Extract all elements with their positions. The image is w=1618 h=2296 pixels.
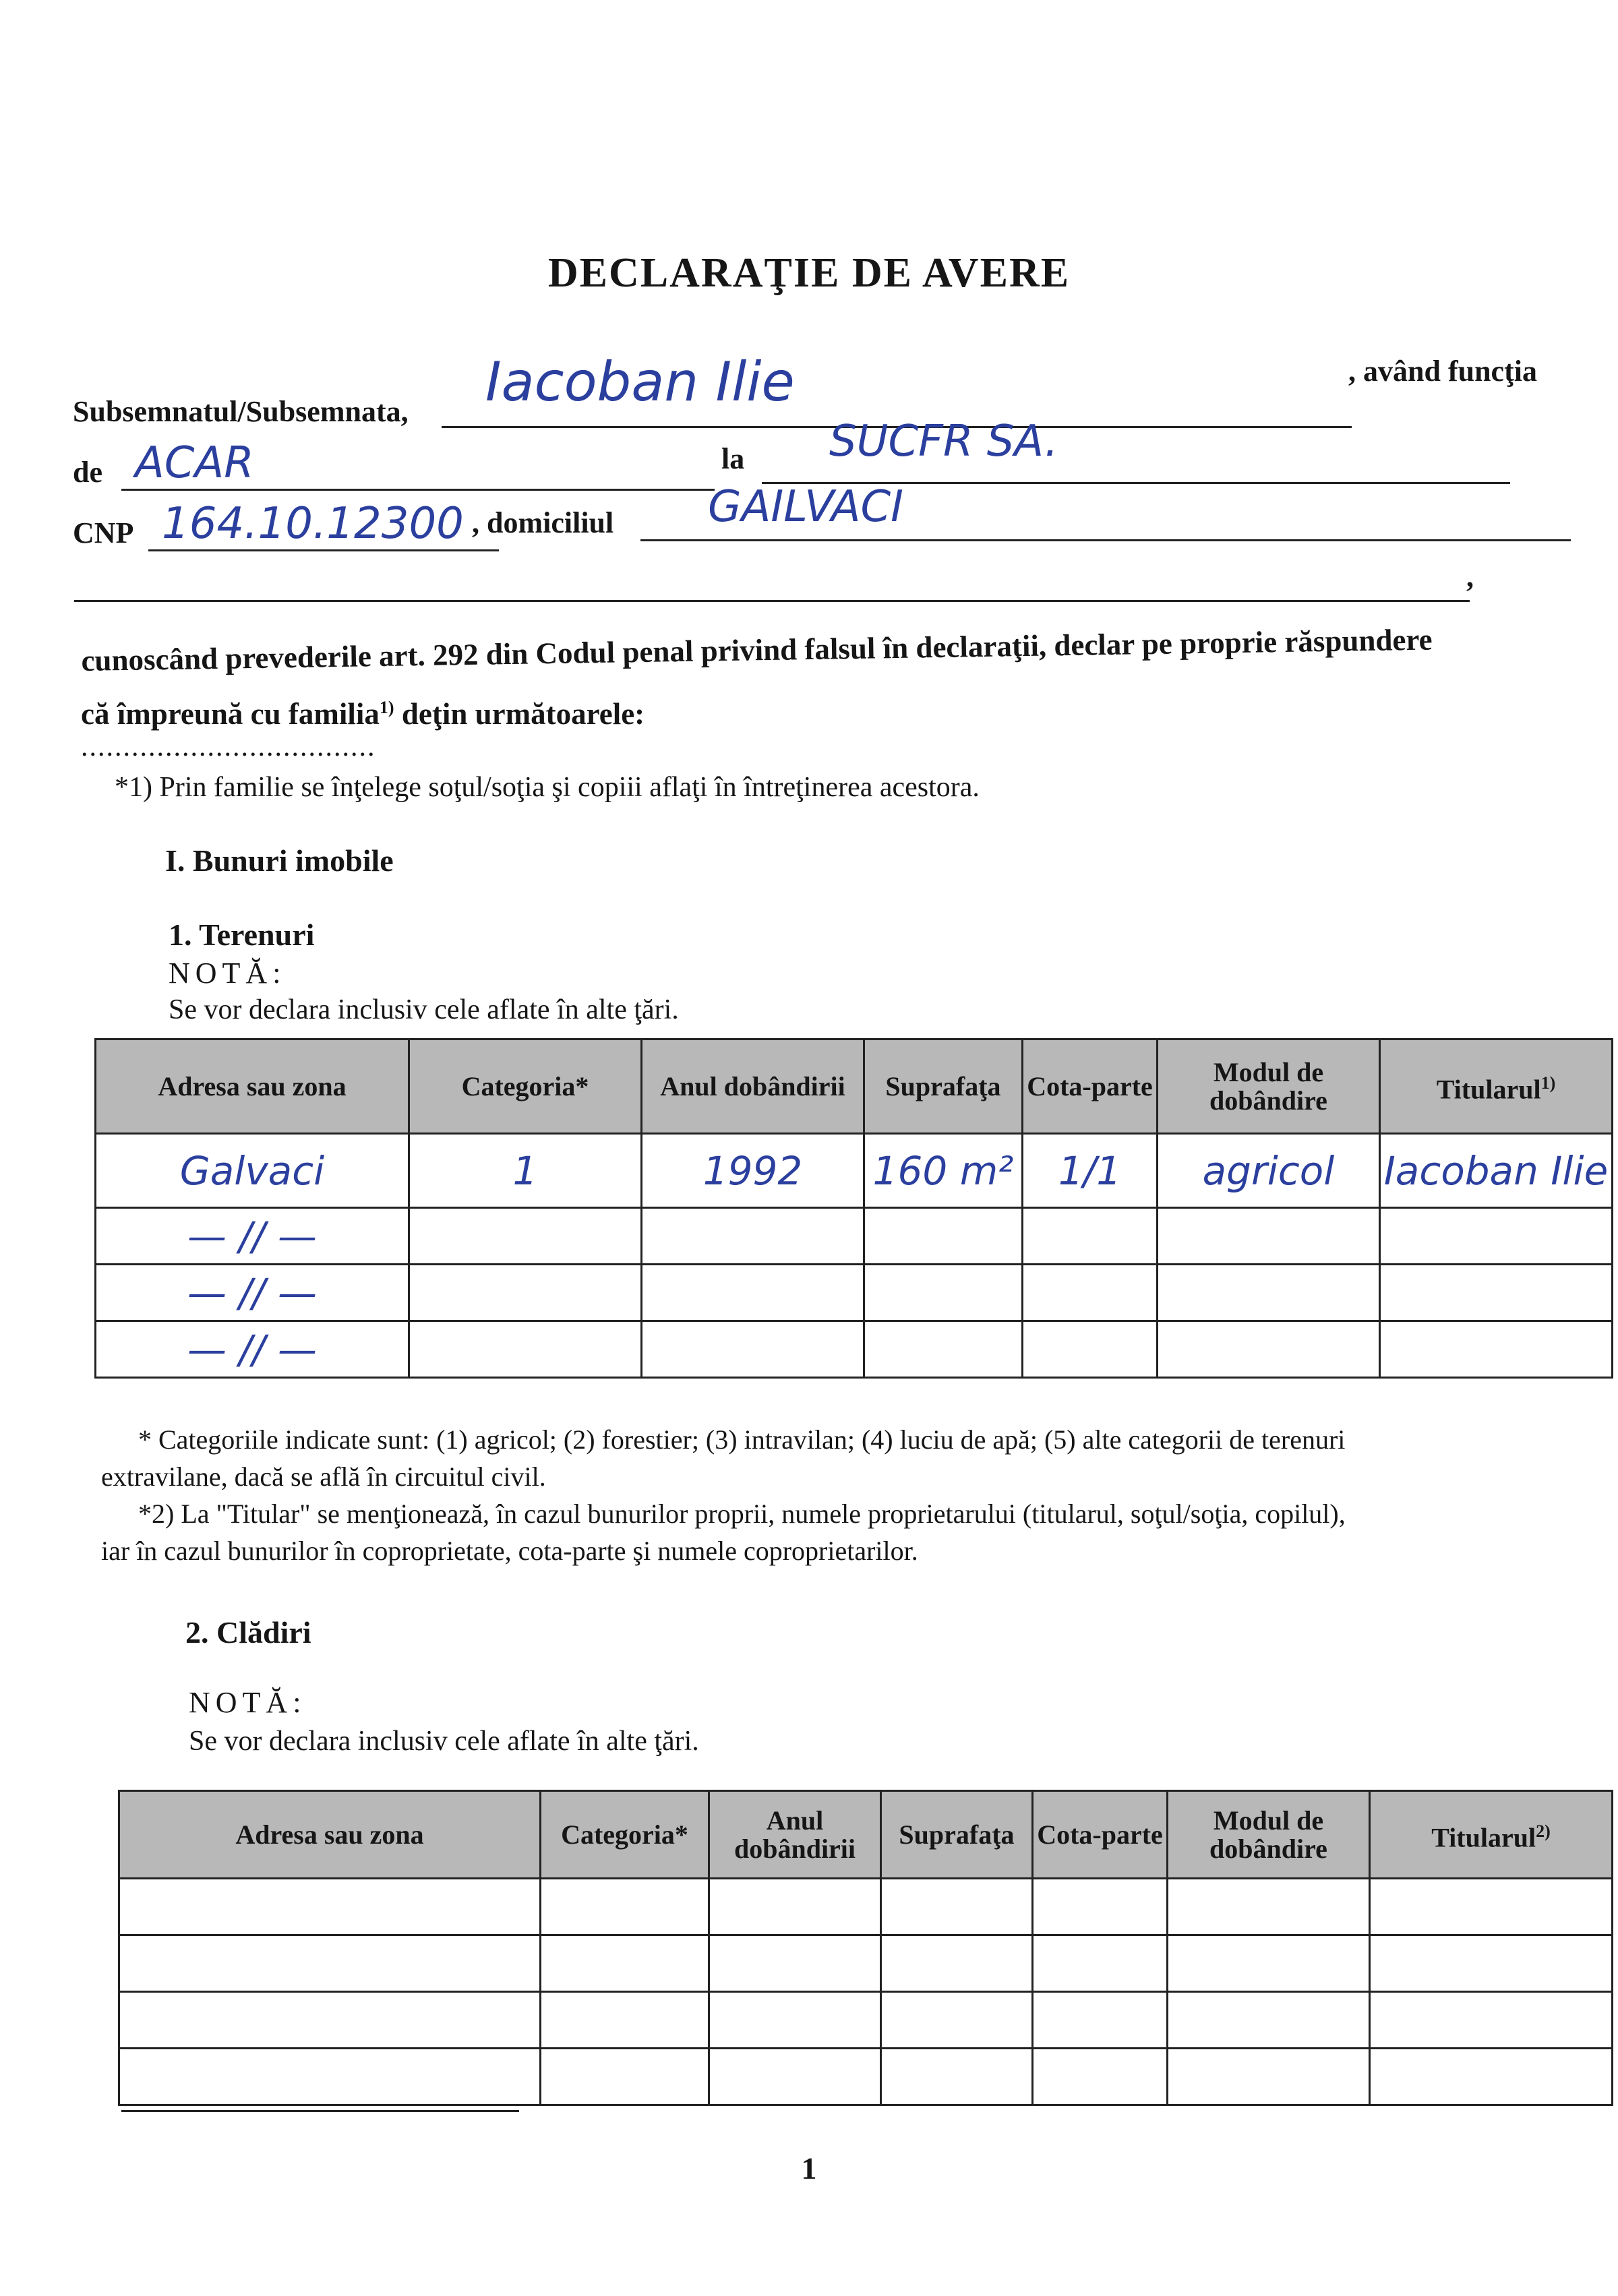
categorii-footnote-cont: extravilane, dacă se află în circuitul civil. [101,1461,546,1492]
domiciliu-line-2 [74,600,1470,602]
cladiri-table [118,1790,1613,2106]
cell[interactable] [709,1992,881,2049]
intro-line-2-sup: 1) [379,698,394,717]
cell[interactable] [1370,2049,1613,2105]
footnote-family: *1) Prin familie se înţelege soţul/soţia şi copiii aflaţi în întreţinerea acestora. [115,772,980,803]
table-row [96,1265,1613,1321]
cell[interactable] [1023,1265,1158,1321]
name-handwritten[interactable]: Iacoban Ilie [485,351,795,413]
cell[interactable]: 1992 [642,1134,864,1208]
cell[interactable] [709,1935,881,1992]
table-row [119,1935,1613,1992]
col-titular-sup: 2) [1536,1821,1551,1841]
domiciliul-label: , domiciliul [472,506,614,539]
cell[interactable] [642,1265,864,1321]
cell[interactable] [1023,1321,1158,1378]
titular-footnote-cont: iar în cazul bunurilor în coproprietate, cota-parte şi numele coproprietarilor. [101,1536,918,1566]
section-bunuri-imobile-heading: I. Bunuri imobile [165,843,394,878]
cell[interactable] [864,1208,1023,1265]
cell[interactable] [1023,1208,1158,1265]
cnp-handwritten[interactable]: 164.10.12300 [162,499,464,549]
cell[interactable] [1168,2049,1370,2105]
cell[interactable] [541,1879,709,1935]
cell[interactable] [1168,1935,1370,1992]
cell[interactable] [864,1321,1023,1378]
cladiri-nota-text: Se vor declara inclusiv cele aflate în alte ţări. [189,1726,699,1757]
terenuri-header-row [96,1039,1613,1134]
col-suprafata: Suprafaţa [881,1791,1033,1879]
table-row [119,1992,1613,2049]
cell[interactable] [709,2049,881,2105]
cell[interactable]: — // — [96,1265,409,1321]
cell[interactable] [1033,1992,1168,2049]
cell[interactable] [881,1935,1033,1992]
cell[interactable] [409,1321,642,1378]
col-adresa: Adresa sau zona [119,1791,541,1879]
cnp-label: CNP [73,516,134,549]
la-label: la [721,442,745,475]
col-cota: Cota-parte [1033,1791,1168,1879]
cell[interactable] [119,1879,541,1935]
col-titular [1370,1791,1613,1879]
cell[interactable] [642,1321,864,1378]
cell[interactable] [881,1879,1033,1935]
cell[interactable] [1380,1208,1613,1265]
table-row [119,2049,1613,2105]
col-titular-sup: 1) [1540,1073,1556,1093]
cell[interactable] [1370,1935,1613,1992]
col-modul: Modul de dobândire [1168,1791,1370,1879]
domiciliu-handwritten[interactable]: GAILVACI [708,482,904,532]
intro-line-2 [81,688,645,734]
cell[interactable]: — // — [96,1321,409,1378]
cell[interactable] [1370,1992,1613,2049]
col-suprafata: Suprafaţa [864,1039,1023,1134]
cell[interactable] [1168,1992,1370,2049]
page-number: 1 [801,2151,817,2185]
terenuri-heading: 1. Terenuri [169,917,315,952]
cell[interactable] [1033,2049,1168,2105]
domiciliu-line [640,539,1571,541]
col-titular-label: Titularul [1436,1074,1541,1105]
cell[interactable] [409,1208,642,1265]
intro-line-1: cunoscând prevederile art. 292 din Codul penal privind falsul în declaraţii, declar pe proprie răspundere [81,622,1433,677]
cell[interactable] [864,1265,1023,1321]
table-row [119,1879,1613,1935]
cell[interactable] [1033,1879,1168,1935]
col-modul: Modul de dobândire [1158,1039,1380,1134]
col-categoria: Categoria* [409,1039,642,1134]
terenuri-nota-label: NOTĂ: [169,957,287,990]
cell[interactable] [642,1208,864,1265]
intro-line-2-prefix: că împreună cu familia [81,697,380,731]
avand-functia-label: , având funcţia [1348,355,1537,388]
trailing-comma: , [1466,560,1474,593]
institutie-handwritten[interactable]: SUCFR SA. [829,417,1058,466]
col-categoria: Categoria* [541,1791,709,1879]
cell[interactable]: Iacoban Ilie [1380,1134,1613,1208]
col-titular [1380,1039,1613,1134]
cell[interactable]: 1/1 [1023,1134,1158,1208]
cell[interactable] [541,1935,709,1992]
cell[interactable] [1158,1208,1380,1265]
functie-line [121,489,715,491]
terenuri-table [94,1038,1613,1379]
cell[interactable] [541,2049,709,2105]
col-cota: Cota-parte [1023,1039,1158,1134]
intro-line-2-suffix: deţin următoarele: [394,697,645,731]
cell[interactable]: 160 m² [864,1134,1023,1208]
cell[interactable] [119,2049,541,2105]
footnote-dots: ................................... [81,731,376,762]
page-title: DECLARAŢIE DE AVERE [547,250,1071,296]
cell[interactable] [1033,1935,1168,1992]
de-label: de [73,456,102,489]
cell[interactable] [1380,1321,1613,1378]
col-titular-label: Titularul [1431,1822,1536,1853]
cell[interactable] [709,1879,881,1935]
functie-handwritten[interactable]: ACAR [135,438,254,488]
col-adresa: Adresa sau zona [96,1039,409,1134]
cell[interactable] [409,1265,642,1321]
cell[interactable] [119,1992,541,2049]
cell[interactable] [119,1935,541,1992]
cell[interactable] [1370,1879,1613,1935]
cell[interactable] [881,1992,1033,2049]
col-anul: Anul dobândirii [709,1791,881,1879]
cnp-line [148,549,499,551]
cladiri-nota-label: NOTĂ: [189,1686,307,1719]
cell[interactable] [1158,1265,1380,1321]
table-row [96,1134,1613,1208]
cell[interactable] [1380,1265,1613,1321]
categorii-footnote: * Categoriile indicate sunt: (1) agricol; (2) forestier; (3) intravilan; (4) luciu de apă; (5) alte categorii de terenuri [138,1424,1346,1455]
footnote-separator [121,2110,519,2112]
cell[interactable]: agricol [1158,1134,1380,1208]
cell[interactable]: 1 [409,1134,642,1208]
titular-footnote: *2) La "Titular" se menţionează, în cazul bunurilor proprii, numele proprietarului (titularul, soţul/soţia, copilul), [138,1499,1346,1529]
terenuri-nota-text: Se vor declara inclusiv cele aflate în alte ţări. [169,994,679,1025]
cell[interactable] [541,1992,709,2049]
cell[interactable]: Galvaci [96,1134,409,1208]
cell[interactable]: — // — [96,1208,409,1265]
cladiri-heading: 2. Clădiri [185,1615,311,1650]
table-row [96,1321,1613,1378]
col-anul: Anul dobândirii [642,1039,864,1134]
cell[interactable] [1158,1321,1380,1378]
table-row [96,1208,1613,1265]
cell[interactable] [881,2049,1033,2105]
cladiri-header-row [119,1791,1613,1879]
cell[interactable] [1168,1879,1370,1935]
subsemnatul-label: Subsemnatul/Subsemnata, [73,395,409,428]
